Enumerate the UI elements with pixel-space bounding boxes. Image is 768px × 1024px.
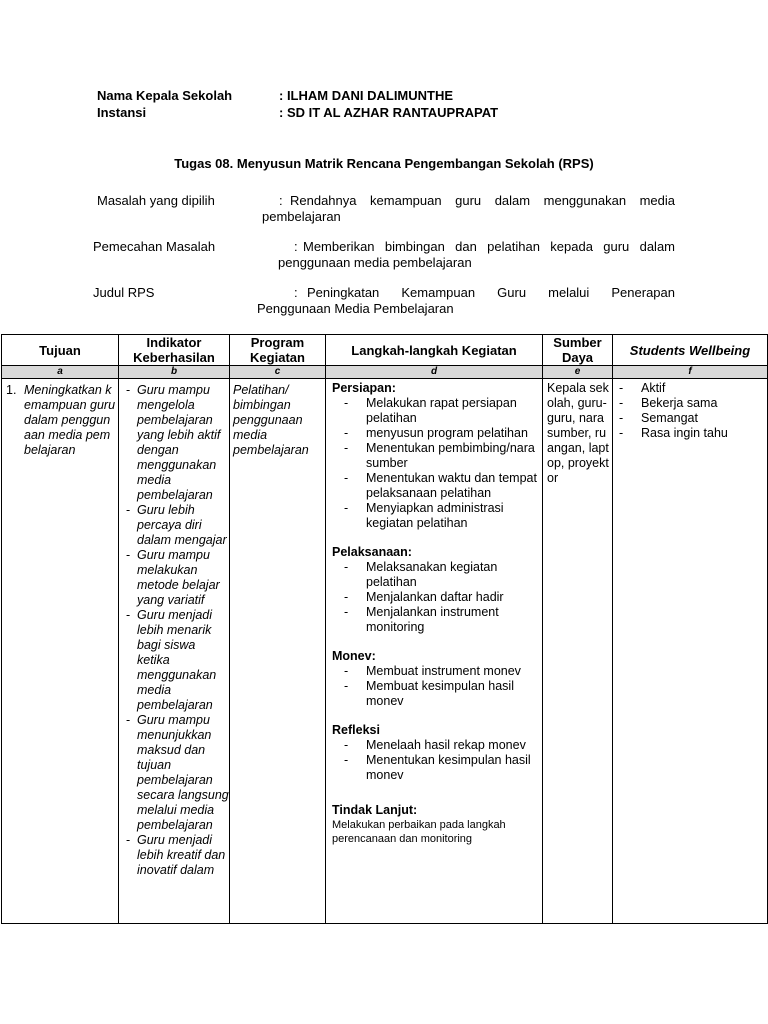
letter-b: b [119,366,230,379]
col-header-tujuan: Tujuan [2,335,119,366]
section-refleksi [332,723,542,783]
judul-text-cont: Penggunaan Media Pembelajaran [257,301,454,316]
wellbeing-list [613,379,767,441]
judul-label: Judul RPS [93,285,155,300]
cell-tujuan [2,379,119,924]
masalah-text: Rendahnya kemampuan guru dalam menggunakan media [290,193,675,208]
list-item: - Menyiapkan administrasi kegiatan pelatihan [332,501,542,531]
list-item: - Guru mampu mengelola pembelajaran yang lebih aktif dengan menggunakan media pembelajaran [119,383,229,503]
letter-c: c [230,366,326,379]
cell-indikator [119,379,230,924]
table-header-row [2,335,768,366]
list-item: - Menentukan waktu dan tempat pelaksanaan pelatihan [332,471,542,501]
list-item: - menyusun program pelatihan [332,426,542,441]
table-letter-row [2,366,768,379]
col-header-langkah: Langkah-langkah Kegiatan [326,335,543,366]
refleksi-title: Refleksi [332,723,380,737]
tindak-lanjut-text: Melakukan perbaikan pada langkah perencanaan dan monitoring [332,819,506,845]
pemecahan-colon: : [294,239,298,254]
sumber-text: Kepala sekolah, guru-guru, nara sumber, ruangan, laptop, proyektor [547,381,609,485]
list-item: - Guru mampu melakukan metode belajar yang variatif [119,548,229,608]
masalah-block [97,193,675,227]
list-item: - Menentukan kesimpulan hasil monev [332,753,542,783]
tindak-lanjut-title: Tindak Lanjut: [332,803,418,817]
list-item: - Bekerja sama [613,396,767,411]
list-item: - Guru mampu menunjukkan maksud dan tujuan pembelajaran secara langsung melalui media pembelajaran [119,713,229,833]
list-item: - Rasa ingin tahu [613,426,767,441]
letter-a: a [2,366,119,379]
list-item: - Menjalankan instrument monitoring [332,605,542,635]
list-item: - Guru menjadi lebih menarik bagi siswa ketika menggunakan media pembelajaran [119,608,229,713]
list-item: - Menjalankan daftar hadir [332,590,542,605]
pelaksanaan-title: Pelaksanaan: [332,545,412,559]
col-header-sumber: Sumber Daya [543,335,613,366]
list-item: - Guru lebih percaya diri dalam mengajar [119,503,229,548]
program-text: Pelatihan/ bimbingan penggunaan media pembelajaran [233,383,309,457]
nama-label: Nama Kepala Sekolah [97,88,233,103]
list-item: - Menentukan pembimbing/nara sumber [332,441,542,471]
list-item: - Semangat [613,411,767,426]
list-item: - Melakukan rapat persiapan pelatihan [332,396,542,426]
nama-value: : ILHAM DANI DALIMUNTHE [279,88,454,103]
cell-program [230,379,326,924]
section-monev [332,649,542,709]
persiapan-title: Persiapan: [332,381,396,395]
cell-wellbeing [613,379,768,924]
pemecahan-label: Pemecahan Masalah [93,239,216,254]
section-tindak-lanjut [332,803,542,846]
masalah-label: Masalah yang dipilih [97,193,215,208]
list-item: - Membuat kesimpulan hasil monev [332,679,542,709]
task-title: Tugas 08. Menyusun Matrik Rencana Pengembangan Sekolah (RPS) [174,156,594,171]
list-item: - Menelaah hasil rekap monev [332,738,542,753]
letter-d: d [326,366,543,379]
cell-langkah [326,379,543,924]
rps-matrix-table [1,334,768,924]
masalah-colon: : [279,193,283,208]
pemecahan-block [93,239,675,273]
letter-f: f [613,366,768,379]
instansi-label: Instansi [97,105,147,120]
list-item: - Melaksanakan kegiatan pelatihan [332,560,542,590]
judul-block [93,285,675,319]
col-header-wellbeing: Students Wellbeing [613,335,768,366]
judul-colon: : [294,285,298,300]
section-persiapan [332,381,542,531]
col-header-program: Program Kegiatan [230,335,326,366]
monev-title: Monev: [332,649,376,663]
col-header-indikator: Indikator Keberhasilan [119,335,230,366]
tujuan-text: Meningkatkan kemampuan guru dalam penggunaan media pembelajaran [24,383,116,457]
pemecahan-text-cont: penggunaan media pembelajaran [278,255,472,270]
tujuan-number: 1. [6,383,17,397]
letter-e: e [543,366,613,379]
instansi-value: : SD IT AL AZHAR RANTAUPRAPAT [279,105,499,120]
section-pelaksanaan [332,545,542,635]
judul-text: Peningkatan Kemampuan Guru melalui Penerapan [307,285,675,300]
list-item: - Guru menjadi lebih kreatif dan inovatif dalam [119,833,229,878]
masalah-text-cont: pembelajaran [262,209,341,224]
pemecahan-text: Memberikan bimbingan dan pelatihan kepada guru dalam [303,239,675,254]
list-item: - Membuat instrument monev [332,664,542,679]
indikator-list [119,379,229,878]
cell-sumber [543,379,613,924]
table-row [2,379,768,924]
list-item: - Aktif [613,381,767,396]
